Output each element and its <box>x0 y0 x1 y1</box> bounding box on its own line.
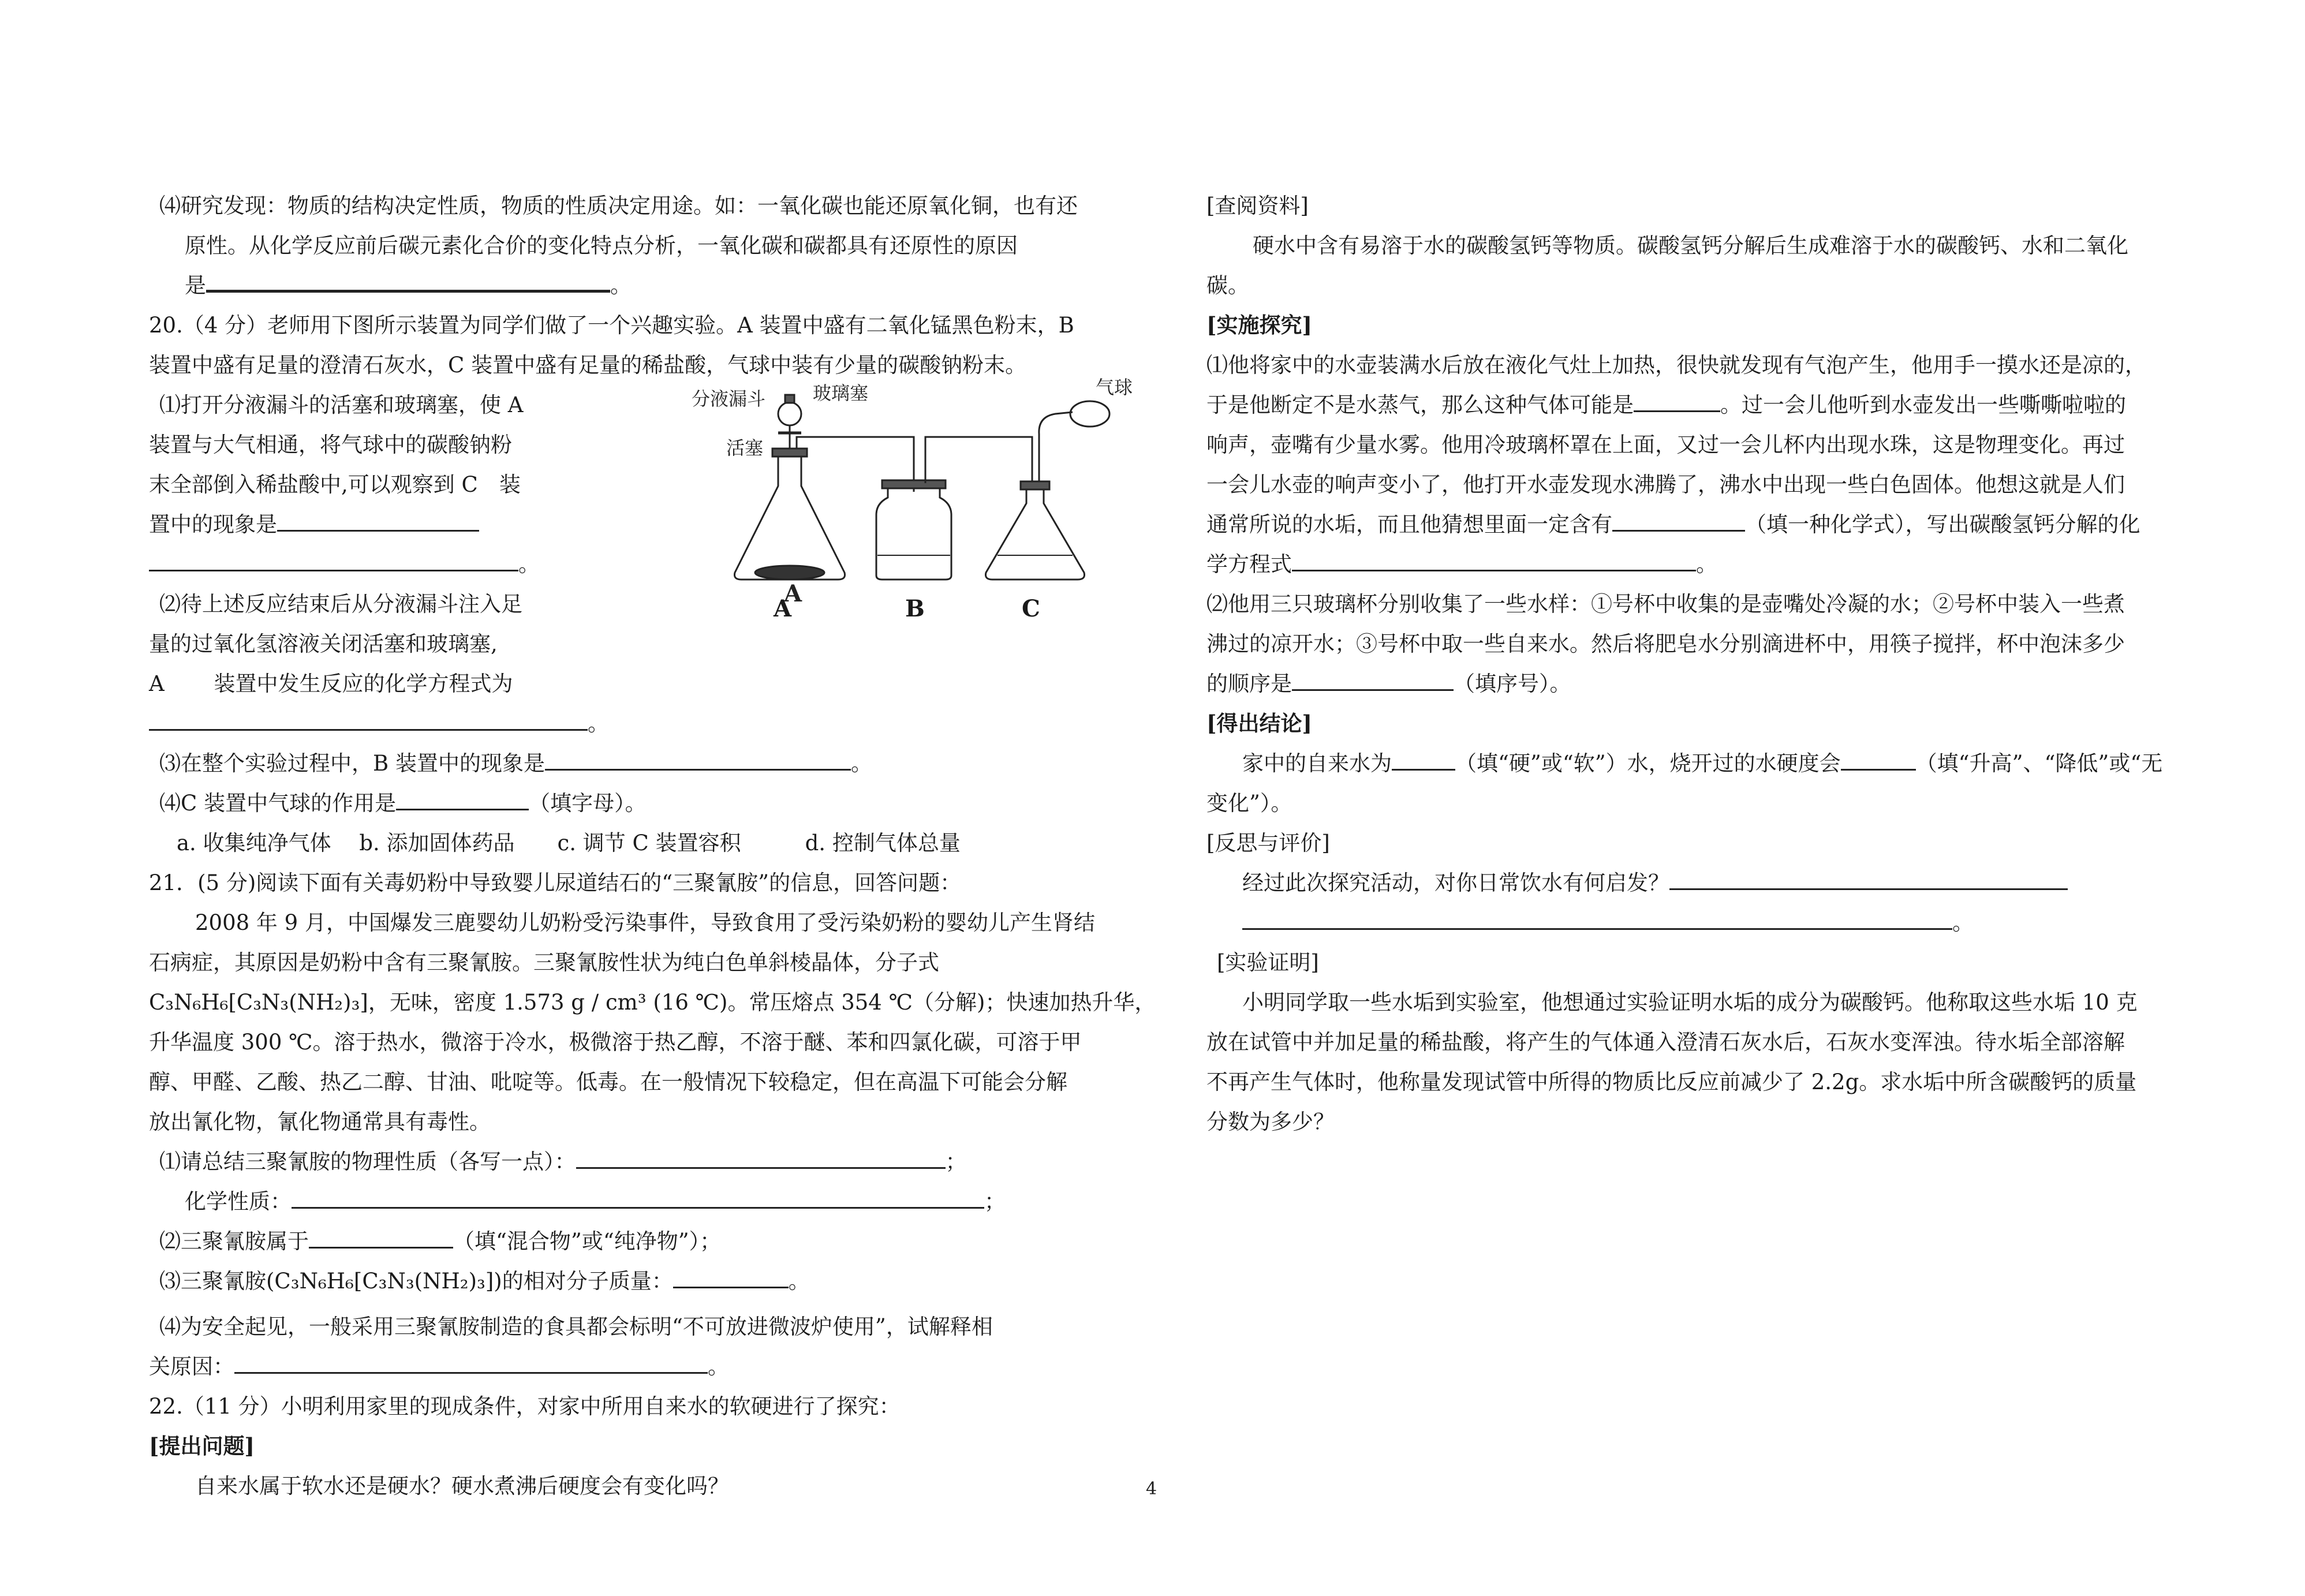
ref-line1: 硬水中含有易溶于水的碳酸氢钙等物质。碳酸氢钙分解后生成难溶于水的碳酸钙、水和二氧化 <box>1253 233 2128 258</box>
q20-1-line1: ⑴打开分液漏斗的活塞和玻璃塞，使 A <box>159 393 524 417</box>
impl1-line6-prefix: 学方程式 <box>1206 552 1292 577</box>
q21-3-prefix: ⑶三聚氰胺(C₃N₆H₆[C₃N₃(NH₂)₃])的相对分子质量： <box>159 1269 673 1294</box>
q21-3-answer-blank[interactable] <box>673 1264 789 1288</box>
apparatus-svg <box>692 376 1136 607</box>
impl1-line1: ⑴他将家中的水壶装满水后放在液化气灶上加热，很快就发现有气泡产生，他用手一摸水还是凉的， <box>1206 353 2146 377</box>
q21-2-prefix: ⑵三聚氰胺属于 <box>159 1229 309 1254</box>
bottle-b <box>876 486 951 580</box>
impl2-line3 <box>1206 664 2188 704</box>
q20-1-prefix: 置中的现象是 <box>149 512 277 537</box>
q21-4-answer-blank[interactable] <box>234 1349 708 1374</box>
q20-2-line3: A 装置中发生反应的化学方程式为 <box>149 671 513 696</box>
q21-3-line <box>149 1261 1125 1301</box>
q22-question-text: 自来水属于软水还是硬水？硬水煮沸后硬度会有变化吗？ <box>195 1474 729 1498</box>
proof-line2: 放在试管中并加足量的稀盐酸，将产生的气体通入澄清石灰水后，石灰水变浑浊。待水垢全部溶解 <box>1206 1030 2125 1055</box>
letter-a: A <box>774 595 792 622</box>
reflect-suffix: 。 <box>1952 910 1974 935</box>
right-column <box>1206 186 2188 1142</box>
equation-answer-blank[interactable] <box>1292 547 1696 571</box>
q20-3-suffix: 。 <box>850 751 872 776</box>
label-valve: 活塞 <box>726 437 764 459</box>
ref-heading: [查阅资料] <box>1206 193 1309 218</box>
q20-2-line1: ⑵待上述反应结束后从分液漏斗注入足 <box>159 592 522 616</box>
q19-4-line2: 原性。从化学反应前后碳元素化合价的变化特点分析，一氧化碳和碳都具有还原性的原因 <box>185 233 1018 258</box>
q21-1-line <box>149 1142 1125 1182</box>
reflect-heading: [反思与评价] <box>1206 831 1330 855</box>
proof-line1: 小明同学取一些水垢到实验室，他想通过实验证明水垢的成分为碳酸钙。他称取这些水垢 10 克 <box>1242 990 2138 1015</box>
q20-1-answer-blank-b[interactable] <box>149 547 518 571</box>
bottle-b-stopper <box>882 480 946 488</box>
ref-line2: 碳。 <box>1206 273 1249 298</box>
impl2-line2: 沸过的凉开水；③号杯中取一些自来水。然后将肥皂水分别滴进杯中，用筷子搅拌，杯中泡沫多少 <box>1206 631 2125 656</box>
apparatus-letters <box>774 589 1143 623</box>
label-a: A <box>784 580 802 607</box>
q19-4-prefix: 是 <box>185 273 206 298</box>
q20-side-text <box>149 385 547 704</box>
impl1-line2 <box>1206 385 2188 425</box>
label-glass-stopper: 玻璃塞 <box>813 382 869 404</box>
impl1-line2-suffix: 。过一会儿他听到水壶发出一些嘶嘶啦啦的 <box>1720 393 2126 417</box>
q20-4-prefix: ⑷C 装置中气球的作用是 <box>159 791 397 816</box>
q20-2-line4 <box>149 704 1125 743</box>
q21-1-prefix: ⑴请总结三聚氰胺的物理性质（各写一点）： <box>159 1149 576 1174</box>
q21-1b-prefix: 化学性质： <box>185 1189 292 1214</box>
hardness-change-answer-blank[interactable] <box>1841 746 1916 771</box>
q21-4-line1: ⑷为安全起见，一般采用三聚氰胺制造的食具都会标明“不可放进微波炉使用”，试解释相 <box>159 1314 993 1339</box>
impl1-line5-suffix: （填一种化学式），写出碳酸氢钙分解的化 <box>1745 512 2140 537</box>
q20-2-answer-blank[interactable] <box>149 706 588 731</box>
label-funnel: 分液漏斗 <box>692 388 766 410</box>
q20-2-suffix: 。 <box>588 711 609 736</box>
q21-1b-answer-blank[interactable] <box>292 1184 984 1209</box>
impl2-line3-suffix: （填序号）。 <box>1454 671 1571 696</box>
flask-a <box>734 454 845 580</box>
q20-4-answer-blank[interactable] <box>396 786 529 810</box>
q20-1-line3: 末全部倒入稀盐酸中,可以观察到 C 装 <box>149 472 521 497</box>
concl-line2: 变化”）。 <box>1206 791 1292 816</box>
gas-answer-blank[interactable] <box>1634 387 1720 412</box>
label-balloon: 气球 <box>1096 376 1133 398</box>
page-number: 4 <box>1146 1479 1157 1499</box>
concl-a: 家中的自来水为 <box>1242 751 1392 776</box>
q21-4-line2 <box>149 1347 1125 1386</box>
q20-3-answer-blank[interactable] <box>545 746 851 771</box>
concl-b: （填“硬”或“软”）水，烧开过的水硬度会 <box>1455 751 1841 776</box>
funnel-bulb <box>778 402 801 425</box>
q21-1b-line <box>149 1182 1125 1221</box>
q19-4-line3 <box>149 266 1125 305</box>
manganese-dioxide-powder <box>755 566 824 580</box>
q21-paragraph-line6: 放出氰化物，氰化物通常具有毒性。 <box>149 1109 491 1134</box>
balloon <box>1070 401 1109 427</box>
balloon-neck <box>1039 412 1073 481</box>
q22-line1: 22.（11 分）小明利用家里的现成条件，对家中所用自来水的软硬进行了探究： <box>149 1394 901 1419</box>
q20-3-line <box>149 743 1125 783</box>
q20-2-line2: 量的过氧化氢溶液关闭活塞和玻璃塞, <box>149 631 498 656</box>
q21-2-line <box>149 1221 1125 1261</box>
q21-1b-suffix: ； <box>984 1189 1006 1214</box>
q20-1-line4 <box>149 504 547 544</box>
reflect-line1 <box>1206 863 2188 903</box>
hard-soft-answer-blank[interactable] <box>1392 746 1455 771</box>
q20-4-options: a. 收集纯净气体 b. 添加固体药品 c. 调节 C 装置容积 d. 控制气体总量 <box>177 831 961 855</box>
q20-1-line2: 装置与大气相通，将气球中的碳酸钠粉 <box>149 432 512 457</box>
q19-4-line1: ⑷研究发现：物质的结构决定性质，物质的性质决定用途。如：一氧化碳也能还原氧化铜，也有还 <box>159 193 1078 218</box>
formula-answer-blank[interactable] <box>1612 507 1745 532</box>
impl2-line3-prefix: 的顺序是 <box>1206 671 1292 696</box>
flask-c-stopper <box>1021 481 1049 489</box>
q20-line1: 20.（4 分）老师用下图所示装置为同学们做了一个兴趣实验。A 装置中盛有二氧化锰黑色粉末，B <box>149 313 1074 338</box>
q21-2-answer-blank[interactable] <box>309 1224 453 1249</box>
impl-heading: [实施探究] <box>1206 312 1313 338</box>
q21-paragraph-line2: 石病症，其原因是奶粉中含有三聚氰胺。三聚氰胺性状为纯白色单斜棱晶体，分子式 <box>149 950 939 975</box>
concl-line1 <box>1206 743 2188 783</box>
q20-line2: 装置中盛有足量的澄清石灰水，C 装置中盛有足量的稀盐酸，气球中装有少量的碳酸钠粉末。 <box>149 353 1027 377</box>
order-answer-blank[interactable] <box>1292 666 1454 691</box>
proof-line3: 不再产生气体时，他称量发现试管中所得的物质比反应前减少了 2.2g。求水垢中所含碳酸钙的质量 <box>1206 1070 2137 1094</box>
q21-1-suffix: ； <box>945 1149 967 1174</box>
q20-3-prefix: ⑶在整个实验过程中，B 装置中的现象是 <box>159 751 545 776</box>
proof-line4: 分数为多少？ <box>1206 1109 1335 1134</box>
reflect-line2 <box>1206 903 2188 943</box>
flask-a-stopper <box>772 448 807 457</box>
q21-paragraph-line1: 2008 年 9 月，中国爆发三鹿婴幼儿奶粉受污染事件，导致食用了受污染奶粉的婴幼儿产生肾结 <box>195 910 1095 935</box>
apparatus-diagram <box>692 376 1136 607</box>
reflect-answer-blank-b[interactable] <box>1242 905 1952 930</box>
impl1-line4: 一会儿水壶的响声变小了，他打开水壶发现水沸腾了，沸水中出现一些白色固体。他想这就是人们 <box>1206 472 2125 497</box>
q20-4-suffix: （填字母）。 <box>529 791 647 816</box>
funnel-glass-stopper <box>785 395 794 403</box>
letter-c: C <box>1022 595 1040 622</box>
q21-1-answer-blank[interactable] <box>576 1144 946 1169</box>
q21-3-suffix: 。 <box>788 1269 810 1294</box>
q19-4-answer-blank[interactable] <box>206 267 610 293</box>
proof-heading: [实验证明] <box>1217 950 1319 975</box>
q21-paragraph-line3: C₃N₆H₆[C₃N₃(NH₂)₃]，无味，密度 1.573 g / cm³ (16 ℃)。常压熔点 354 ℃（分解)；快速加热升华， <box>149 990 1156 1015</box>
impl1-line6 <box>1206 544 2188 584</box>
q19-4-suffix: 。 <box>610 273 632 298</box>
q20-1-line5 <box>149 544 547 584</box>
reflect-prefix: 经过此次探究活动，对你日常饮水有何启发？ <box>1242 870 1669 895</box>
concl-heading: [得出结论] <box>1206 711 1313 736</box>
impl1-line6-suffix: 。 <box>1696 552 1717 577</box>
impl1-line5 <box>1206 504 2188 544</box>
q20-4-line <box>149 783 1125 823</box>
q20-1-suffix: 。 <box>518 552 540 577</box>
q21-paragraph-line4: 升华温度 300 ℃。溶于热水，微溶于冷水，极微溶于热乙醇，不溶于醚、苯和四氯化碳，可溶于甲 <box>149 1030 1082 1055</box>
q22-heading-question: [提出问题] <box>149 1433 255 1459</box>
concl-c: （填“升高”、“降低”或“无 <box>1915 751 2163 776</box>
q21-4-prefix: 关原因： <box>149 1354 234 1379</box>
q21-2-suffix: （填“混合物”或“纯净物”）； <box>453 1229 722 1254</box>
q20-1-answer-blank-a[interactable] <box>277 507 479 532</box>
q21-line1: 21．(5 分)阅读下面有关毒奶粉中导致婴儿尿道结石的“三聚氰胺”的信息，回答问题： <box>149 870 962 895</box>
impl1-line2-prefix: 于是他断定不是水蒸气，那么这种气体可能是 <box>1206 393 1634 417</box>
letter-b: B <box>905 595 925 622</box>
impl2-line1: ⑵他用三只玻璃杯分别收集了一些水样：①号杯中收集的是壶嘴处冷凝的水；②号杯中装入一些煮 <box>1206 592 2125 616</box>
reflect-answer-blank-a[interactable] <box>1669 865 2068 890</box>
flask-c <box>985 486 1084 580</box>
q21-4-suffix: 。 <box>708 1354 729 1379</box>
impl1-line3: 响声，壶嘴有少量水雾。他用冷玻璃杯罩在上面，又过一会儿杯内出现水珠，这是物理变化。再过 <box>1206 432 2125 457</box>
impl1-line5-prefix: 通常所说的水垢，而且他猜想里面一定含有 <box>1206 512 1612 537</box>
q21-paragraph-line5: 醇、甲醛、乙酸、热乙二醇、甘油、吡啶等。低毒。在一般情况下较稳定，但在高温下可能会分解 <box>149 1070 1067 1094</box>
